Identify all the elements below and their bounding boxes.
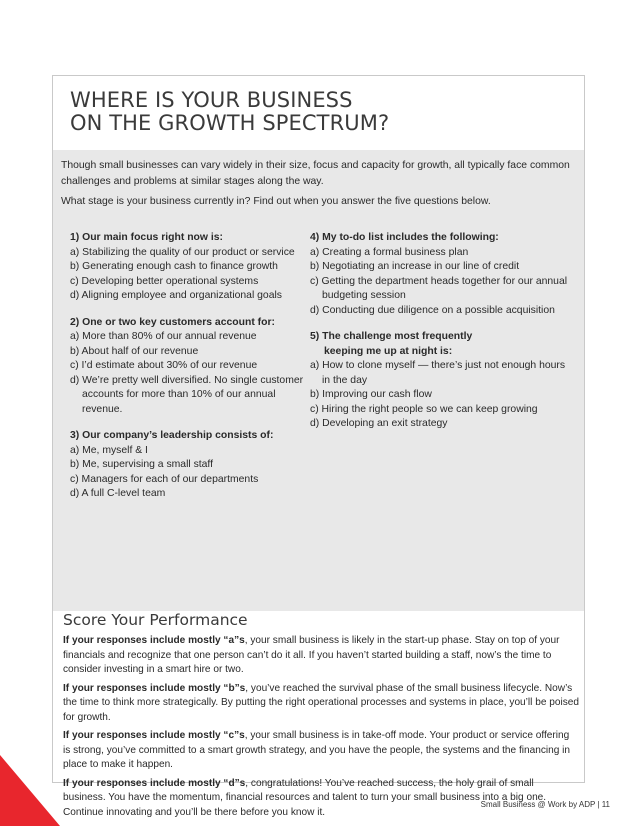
- red-corner-triangle-icon: [0, 755, 60, 826]
- score-paragraph: [63, 777, 579, 821]
- question-3: [70, 429, 310, 502]
- intro-paragraph-1: Though small businesses can vary widely in their size, focus and capacity for growth, all typically face common challenges and problems at similar stages along the way.: [61, 160, 570, 187]
- score-paragraph: [63, 634, 579, 678]
- score-text: , your small business is in take-off mode. Your product or service offering is strong, you’ve committed to a smart growth strategy, and you have the people, the systems and the financing in place to make it happen.: [63, 730, 571, 770]
- title-line-1: WHERE IS YOUR BUSINESS: [70, 88, 353, 112]
- score-paragraph: [63, 682, 579, 726]
- score-title: Score Your Performance: [63, 611, 248, 629]
- question-heading: 4) My to-do list includes the following:: [310, 232, 499, 243]
- answer-option: a) Stabilizing the quality of our product or service: [70, 246, 295, 258]
- answer-option: b) Generating enough cash to finance growth: [70, 261, 278, 272]
- answer-option: a) More than 80% of our annual revenue: [70, 331, 257, 342]
- answer-option: d) Developing an exit strategy: [310, 418, 448, 429]
- score-text: , congratulations! You’ve reached success, the holy grail of small business. You have the momentum, financial resources and talent to turn your small business into a big one. Continue innovating and you’ll be there before you know it.: [63, 777, 547, 818]
- score-paragraph: [63, 729, 579, 773]
- answer-option: c) I’d estimate about 30% of our revenue: [70, 360, 258, 371]
- title-section: [53, 76, 584, 150]
- page-title: [70, 89, 389, 135]
- answer-option: c) Developing better operational systems: [70, 275, 259, 287]
- answer-option: a) How to clone myself — there’s just not enough hours in the day: [310, 360, 566, 386]
- answer-option: d) Conducting due diligence on a possible acquisition: [310, 304, 555, 316]
- answer-option: b) About half of our revenue: [70, 345, 199, 357]
- score-lead: If your responses include mostly “d”s: [63, 777, 246, 789]
- answer-option: a) Creating a formal business plan: [310, 246, 469, 258]
- answer-option: b) Negotiating an increase in our line of credit: [310, 261, 520, 272]
- intro-text: [61, 158, 577, 214]
- answer-option: c) Managers for each of our departments: [70, 473, 259, 485]
- question-4: [310, 231, 570, 318]
- score-lead: If your responses include mostly “c”s: [63, 730, 245, 741]
- answer-option: d) A full C-level team: [70, 488, 166, 499]
- answer-option: d) We’re pretty well diversified. No single customer accounts for more than 10% of our annual revenue.: [70, 374, 304, 415]
- questions-section: [53, 150, 584, 611]
- answer-option: c) Hiring the right people so we can keep growing: [310, 403, 538, 415]
- question-1: [70, 231, 310, 304]
- page-footer: Small Business @ Work by ADP | 11: [480, 800, 610, 809]
- question-heading-continued: keeping me up at night is:: [324, 345, 453, 357]
- questions-right-column: [310, 231, 570, 444]
- answer-option: c) Getting the department heads together for our annual budgeting session: [310, 275, 568, 301]
- score-text: , your small business is likely in the start-up phase. Stay on top of your financials and recognize that one person can’t do it all. If you haven’t started building a staff, now’s the time to consider investing in a smart hire or two.: [63, 635, 560, 675]
- answer-option: a) Me, myself & I: [70, 444, 148, 456]
- score-text: , you’ve reached the survival phase of the small business lifecycle. Now’s the time to think more strategically. By putting the right operational processes and systems in place, you’ll be poised for growth.: [63, 682, 579, 723]
- question-heading: 1) Our main focus right now is:: [70, 232, 223, 243]
- question-heading: 2) One or two key customers account for:: [70, 316, 275, 328]
- question-heading: 3) Our company’s leadership consists of:: [70, 430, 274, 441]
- score-lead: If your responses include mostly “a”s: [63, 635, 245, 646]
- score-body: [63, 634, 579, 824]
- question-2: [70, 316, 310, 418]
- answer-option: b) Me, supervising a small staff: [70, 459, 214, 470]
- question-heading: 5) The challenge most frequently: [310, 331, 473, 342]
- questions-left-column: [70, 231, 310, 514]
- question-5: [310, 330, 570, 432]
- score-lead: If your responses include mostly “b”s: [63, 682, 246, 694]
- title-line-2: ON THE GROWTH SPECTRUM?: [70, 111, 390, 135]
- answer-option: b) Improving our cash flow: [310, 389, 432, 400]
- answer-option: d) Aligning employee and organizational goals: [70, 290, 282, 301]
- intro-paragraph-2: What stage is your business currently in? Find out when you answer the five questions below.: [61, 196, 491, 207]
- corner-triangle-shape: [0, 755, 60, 826]
